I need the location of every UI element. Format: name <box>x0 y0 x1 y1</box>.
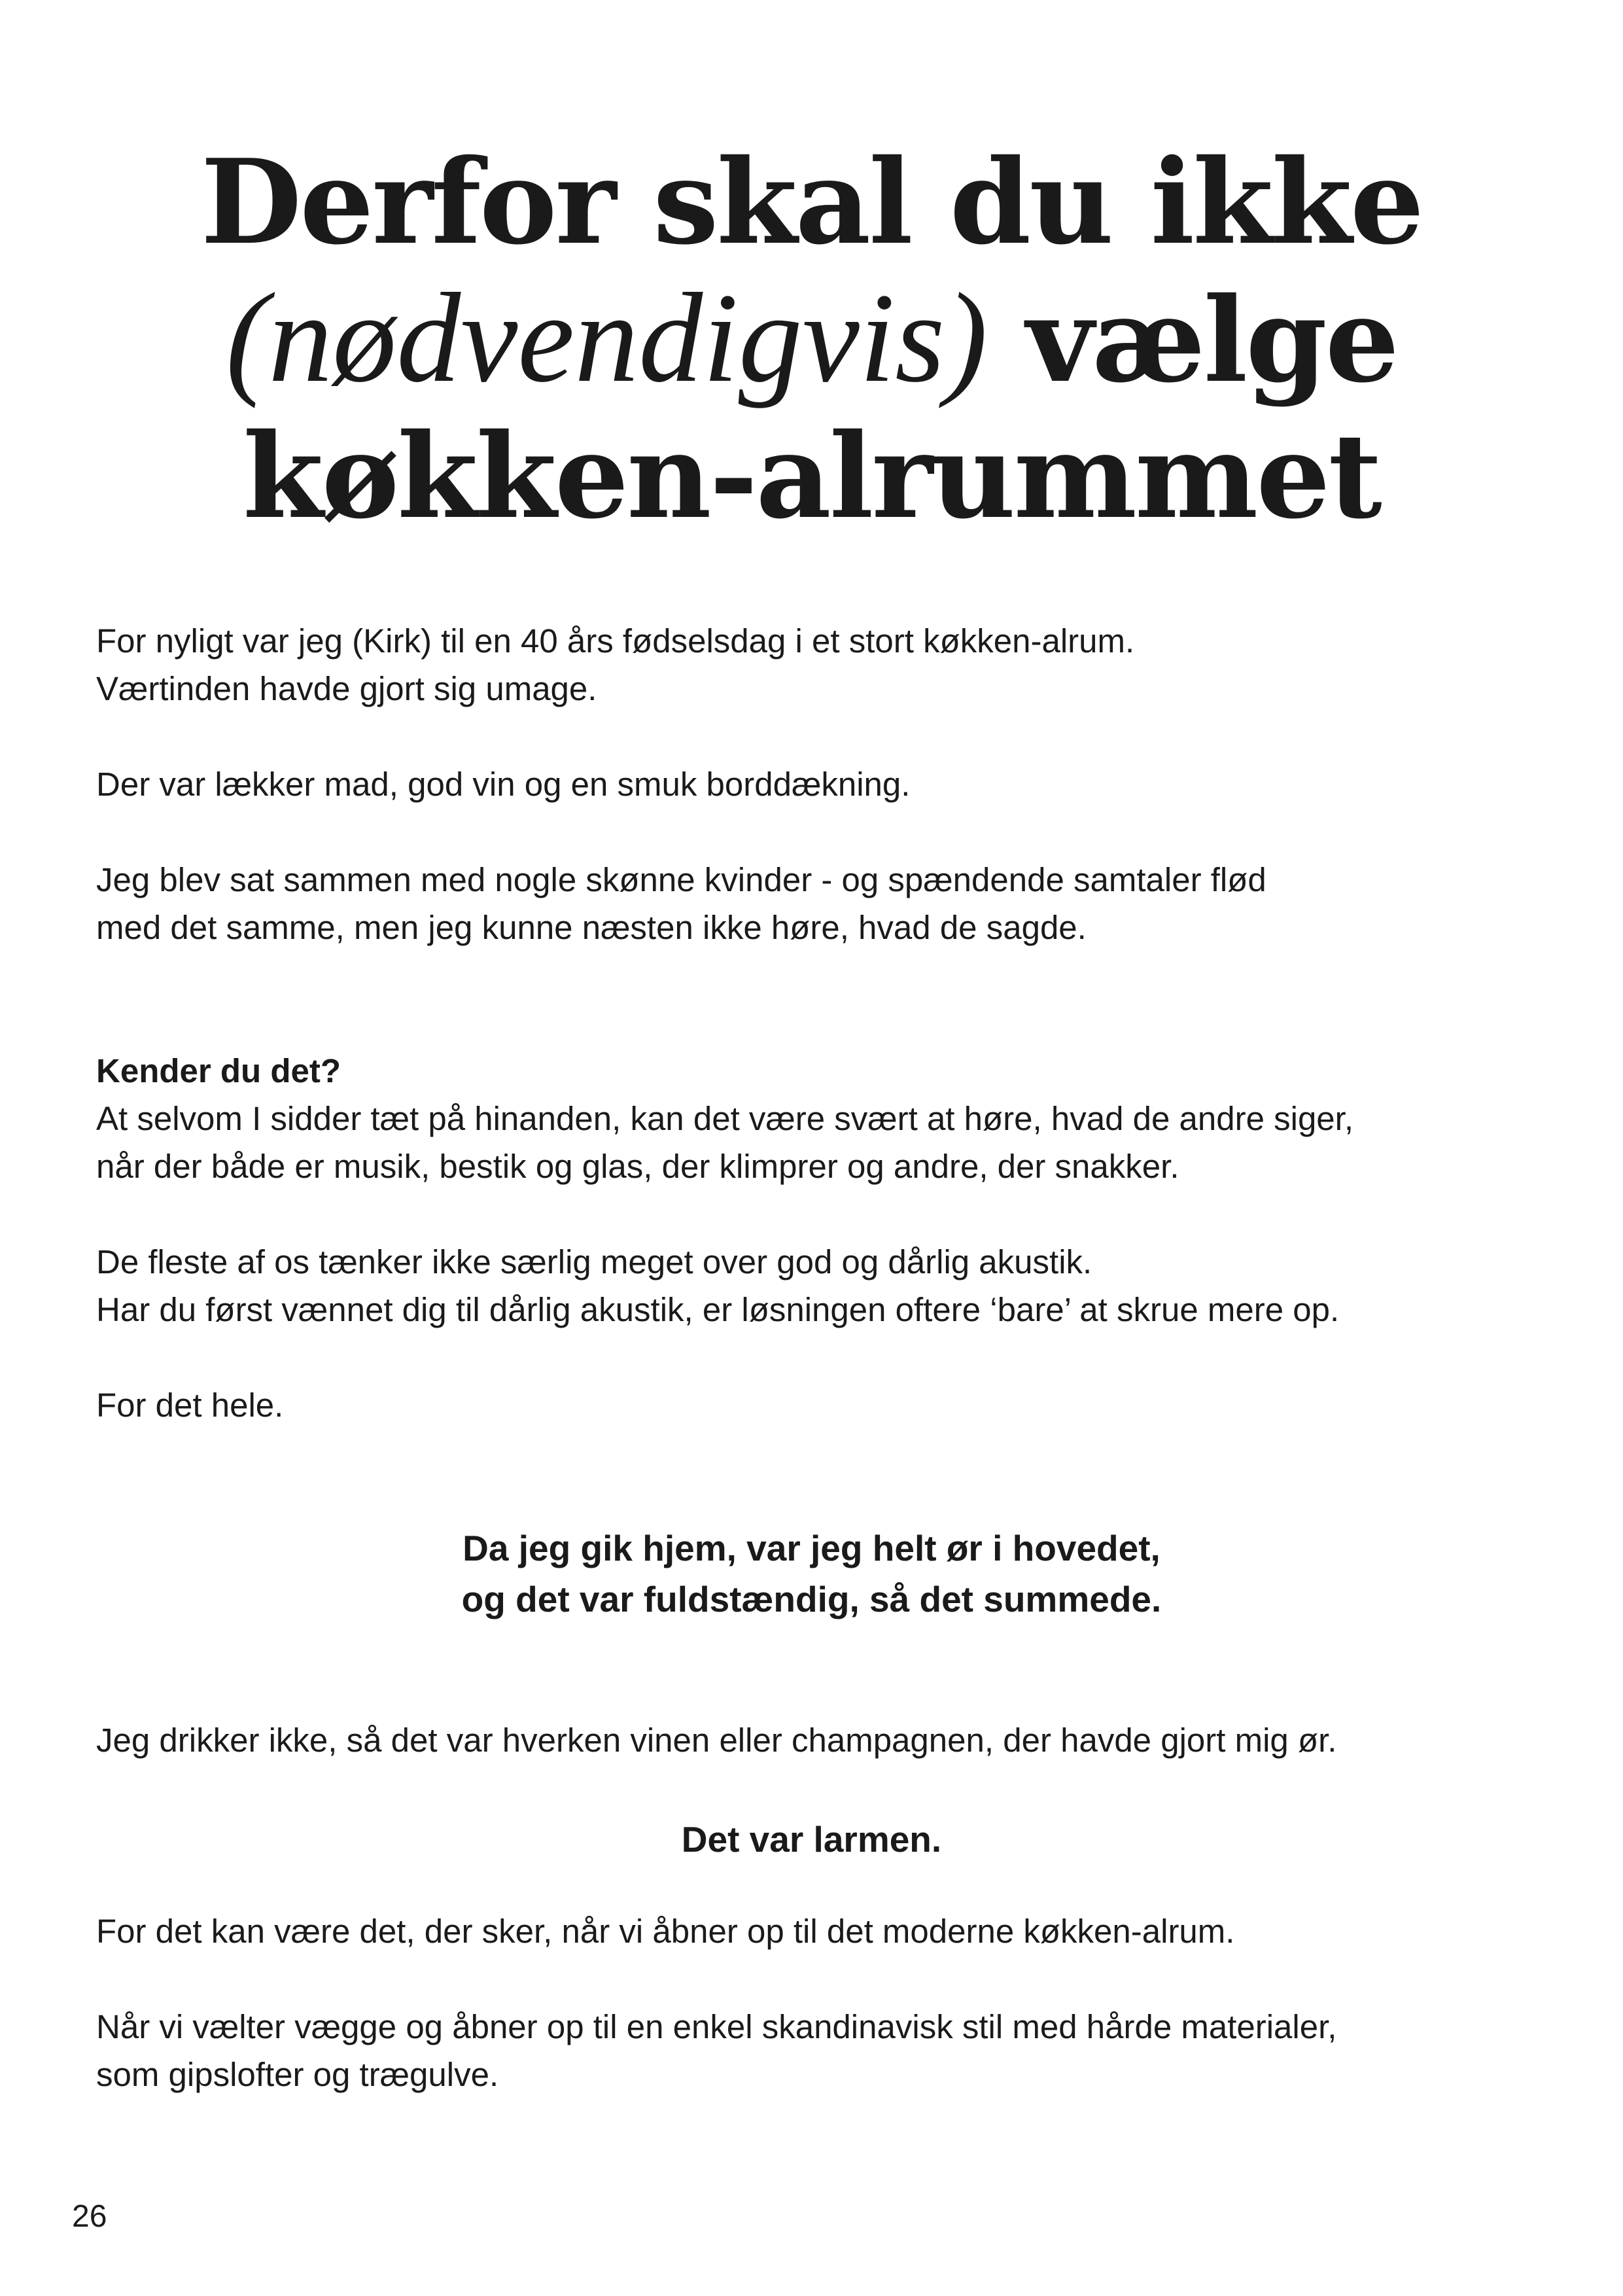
paragraph-drikker <box>96 1716 1336 1764</box>
page-title <box>0 134 1623 544</box>
text-line: med det samme, men jeg kunne næsten ikke høre, hvad de sagde. <box>96 909 1087 946</box>
emphasis-line <box>0 1814 1623 1865</box>
text-line: For det hele. <box>96 1386 284 1424</box>
pull-quote-line: Da jeg gik hjem, var jeg helt ør i hovedet, <box>462 1528 1161 1568</box>
text-line: Har du først vænnet dig til dårlig akustik, er løsningen oftere ‘bare’ at skrue mere op. <box>96 1291 1340 1328</box>
text-line: At selvom I sidder tæt på hinanden, kan det være svært at høre, hvad de andre siger, <box>96 1100 1354 1137</box>
paragraph-kender-du-det <box>96 1047 1353 1190</box>
text-line: For det kan være det, der sker, når vi åbner op til det moderne køkken-alrum. <box>96 1913 1235 1950</box>
title-line-3: køkken-alrummet <box>243 408 1380 544</box>
paragraph-akustik <box>96 1238 1339 1333</box>
page-number: 26 <box>72 2199 107 2234</box>
pull-quote <box>0 1523 1623 1625</box>
emphasis-text: Det var larmen. <box>681 1819 942 1860</box>
title-italic-word: (nødvendigvis) <box>225 267 988 409</box>
text-line: Jeg blev sat sammen med nogle skønne kvinder - og spændende samtaler flød <box>96 861 1266 898</box>
section-heading: Kender du det? <box>96 1052 341 1089</box>
pull-quote-line: og det var fuldstændig, så det summede. <box>461 1579 1162 1619</box>
text-line: For nyligt var jeg (Kirk) til en 40 års fødselsdag i et stort køkken-alrum. <box>96 622 1135 660</box>
text-line: De fleste af os tænker ikke særlig meget over god og dårlig akustik. <box>96 1243 1092 1280</box>
paragraph-dinner <box>96 760 910 808</box>
paragraph-vaegge <box>96 2003 1336 2098</box>
text-line: Der var lækker mad, god vin og en smuk borddækning. <box>96 766 911 803</box>
title-line-1: Derfor skal du ikke <box>200 133 1423 270</box>
text-line: Når vi vælter vægge og åbner op til en enkel skandinavisk stil med hårde materialer, <box>96 2008 1337 2045</box>
text-line: Jeg drikker ikke, så det var hverken vinen eller champagnen, der havde gjort mig ør. <box>96 1722 1337 1759</box>
title-line-2 <box>0 267 1623 409</box>
title-line-2-rest: vælge <box>987 272 1397 408</box>
paragraph-seating <box>96 856 1266 951</box>
paragraph-det-hele <box>96 1381 283 1429</box>
text-line: som gipslofter og trægulve. <box>96 2056 499 2093</box>
paragraph-moderne <box>96 1907 1234 1955</box>
text-line: Værtinden havde gjort sig umage. <box>96 670 597 707</box>
text-line: når der både er musik, bestik og glas, der klimprer og andre, der snakker. <box>96 1148 1179 1185</box>
paragraph-intro <box>96 617 1134 713</box>
